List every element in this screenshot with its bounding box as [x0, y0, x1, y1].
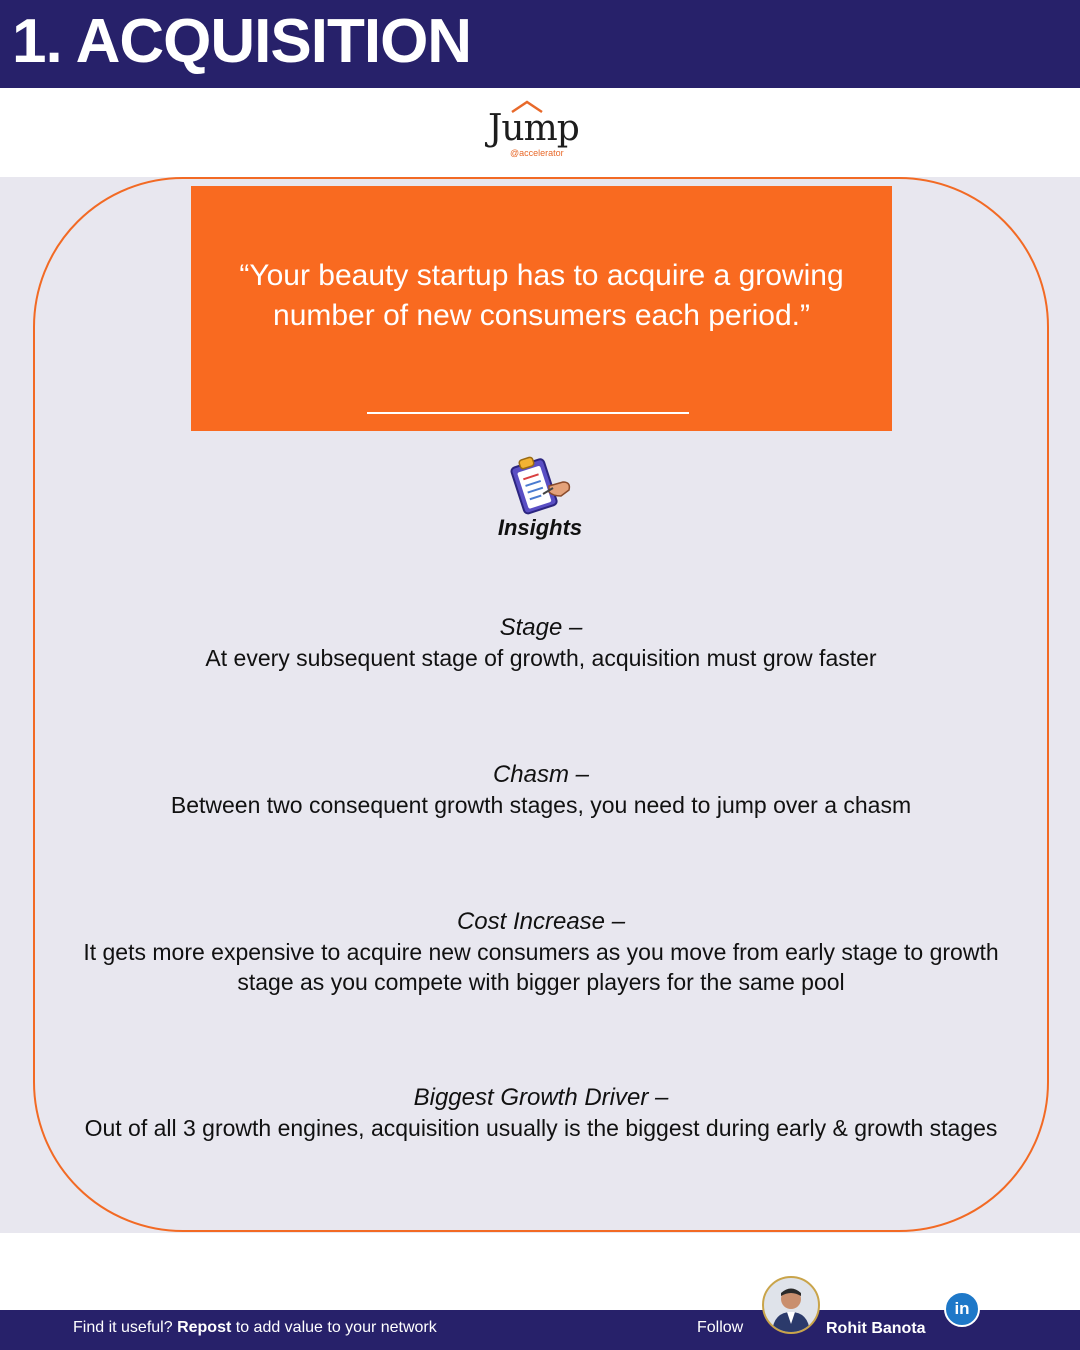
insight-title: Stage – — [499, 614, 583, 641]
insight-stage — [55, 613, 1027, 673]
jump-logo — [486, 98, 598, 168]
insight-chasm — [55, 760, 1027, 820]
insight-body: Out of all 3 growth engines, acquisition usually is the biggest during early & growth stages — [84, 1115, 998, 1141]
footer-prefix: Find it useful? — [73, 1319, 173, 1336]
footer-spacer — [0, 1233, 1080, 1310]
insight-body: At every subsequent stage of growth, acquisition must grow faster — [205, 645, 877, 671]
footer-bar — [0, 1310, 1080, 1350]
person-icon — [764, 1278, 818, 1332]
insight-body: Between two consequent growth stages, you need to jump over a chasm — [170, 792, 912, 818]
insight-biggest-growth-driver — [55, 1083, 1027, 1143]
page-title: 1. ACQUISITION — [12, 7, 472, 76]
insight-title: Biggest Growth Driver – — [413, 1084, 669, 1111]
logo-word: Jump — [488, 108, 579, 149]
logo-subtitle: @accelerator — [510, 148, 564, 158]
quote-box — [191, 186, 892, 431]
clipboard-icon — [505, 452, 575, 518]
insight-cost-increase — [55, 907, 1027, 997]
follow-label[interactable]: Follow — [697, 1319, 744, 1336]
insight-title: Cost Increase – — [456, 908, 626, 935]
linkedin-icon[interactable]: in — [944, 1291, 980, 1327]
insight-title: Chasm – — [492, 761, 590, 788]
repost-link[interactable]: Repost — [177, 1319, 232, 1336]
insights-heading: Insights — [497, 515, 583, 540]
quote-divider — [367, 412, 689, 414]
footer-cta — [73, 1319, 437, 1337]
author-name[interactable]: Rohit Banota — [826, 1320, 926, 1337]
avatar[interactable] — [762, 1276, 820, 1334]
header-bar — [0, 0, 1080, 88]
quote-text: “Your beauty startup has to acquire a growing number of new consumers each period.” — [239, 259, 844, 332]
footer-suffix: to add value to your network — [235, 1319, 437, 1336]
insight-body: It gets more expensive to acquire new consumers as you move from early stage to growth stage as you compete with bigger players for the same pool — [83, 939, 999, 995]
